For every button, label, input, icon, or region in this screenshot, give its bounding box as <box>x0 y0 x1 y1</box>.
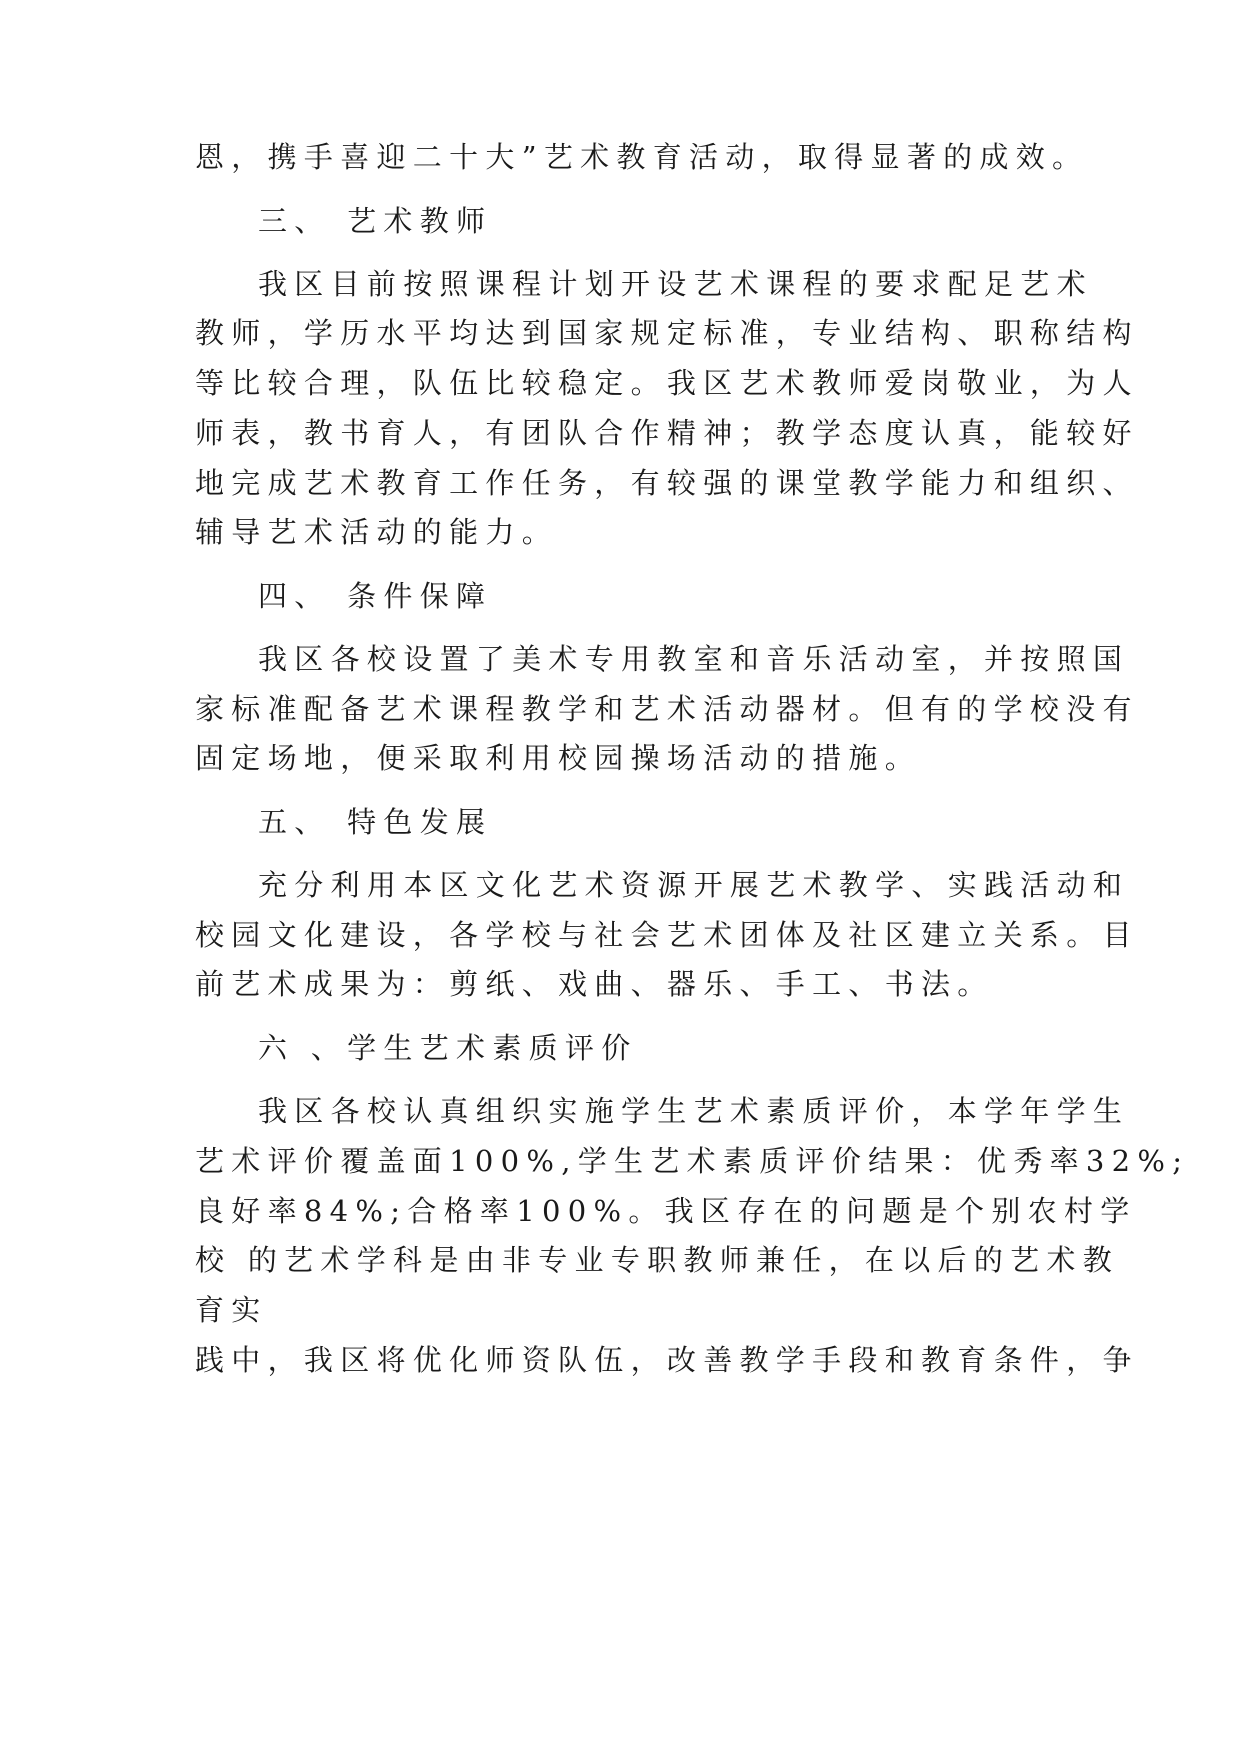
paragraph-line: 家标准配备艺术课程教学和艺术活动器材。但有的学校没有 <box>195 692 1139 726</box>
paragraph-line: 恩，携手喜迎二十大”艺术教育活动，取得显著的成效。 <box>195 140 1089 174</box>
paragraph-line: 我区各校设置了美术专用教室和音乐活动室，并按照国 <box>258 642 1130 676</box>
paragraph-line: 地完成艺术教育工作任务，有较强的课堂教学能力和组织、 <box>195 466 1139 500</box>
paragraph-line: 辅导艺术活动的能力。 <box>195 515 559 549</box>
paragraph-line: 艺术评价覆盖面100%,学生艺术素质评价结果：优秀率32%; <box>195 1144 1190 1178</box>
section-heading: 四、 条件保障 <box>258 579 493 613</box>
paragraph-line: 践中，我区将优化师资队伍，改善教学手段和教育条件，争 <box>195 1343 1139 1377</box>
paragraph-line: 教师，学历水平均达到国家规定标准，专业结构、职称结构 <box>195 316 1139 350</box>
section-heading: 五、 特色发展 <box>258 805 493 839</box>
paragraph-line: 师表，教书育人，有团队合作精神；教学态度认真，能较好 <box>195 416 1139 450</box>
paragraph-line: 我区目前按照课程计划开设艺术课程的要求配足艺术 <box>258 267 1093 301</box>
paragraph-line: 良好率84%;合格率100%。我区存在的问题是个别农村学 <box>195 1194 1137 1228</box>
paragraph-line: 等比较合理，队伍比较稳定。我区艺术教师爱岗敬业，为人 <box>195 366 1139 400</box>
paragraph-line: 前艺术成果为：剪纸、戏曲、器乐、手工、书法。 <box>195 967 994 1001</box>
paragraph-line: 育实 <box>195 1293 268 1327</box>
paragraph-line: 校 的艺术学科是由非专业专职教师兼任，在以后的艺术教 <box>195 1243 1120 1277</box>
paragraph-line: 我区各校认真组织实施学生艺术素质评价，本学年学生 <box>258 1094 1130 1128</box>
section-heading: 三、 艺术教师 <box>258 204 493 238</box>
paragraph-line: 固定场地，便采取利用校园操场活动的措施。 <box>195 741 922 775</box>
section-heading: 六 、学生艺术素质评价 <box>258 1031 638 1065</box>
paragraph-line: 校园文化建设，各学校与社会艺术团体及社区建立关系。目 <box>195 918 1139 952</box>
paragraph-line: 充分利用本区文化艺术资源开展艺术教学、实践活动和 <box>258 868 1130 902</box>
